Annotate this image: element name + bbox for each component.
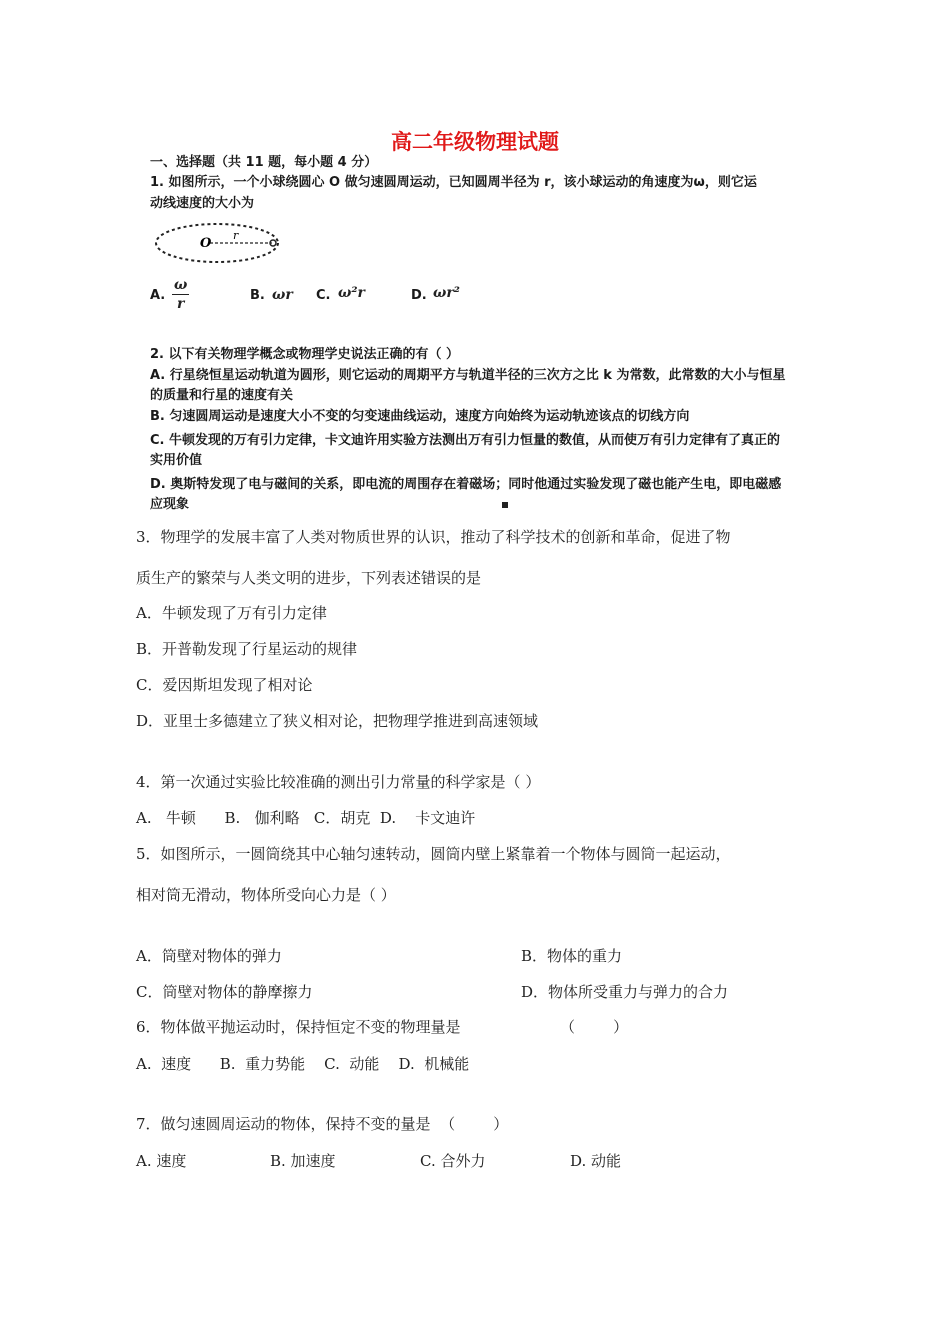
q2-option-a-line1: A. 行星绕恒星运动轨道为圆形，则它运动的周期平方与轨道半径的三次方之比 k 为常数，此常数的大小与恒星 xyxy=(150,368,786,383)
section-heading: 一、选择题（共 11 题，每小题 4 分） xyxy=(150,155,378,170)
q3-line2: 质生产的繁荣与人类文明的进步，下列表述错误的是 xyxy=(136,569,482,587)
q5-option-c: C．筒壁对物体的静摩擦力 xyxy=(136,983,313,1001)
q1-option-b-expr: ωr xyxy=(272,287,293,303)
q1-option-c-label: C. xyxy=(316,288,331,303)
q1-option-d-expr: ωr² xyxy=(433,285,460,301)
q1-option-d-label: D. xyxy=(411,288,427,303)
q7-option-b: B. 加速度 xyxy=(270,1152,336,1170)
q2-option-b: B. 匀速圆周运动是速度大小不变的匀变速曲线运动，速度方向始终为运动轨迹该点的切线方向 xyxy=(150,409,690,424)
q5-option-a: A．筒壁对物体的弹力 xyxy=(136,947,282,965)
q2-option-c-line2: 实用价值 xyxy=(150,453,203,468)
q1-option-a-fraction xyxy=(172,276,189,313)
q2-option-c-line1: C. 牛顿发现的万有引力定律，卡文迪许用实验方法测出万有引力恒量的数值，从而使万有引力定律有了真正的 xyxy=(150,433,781,448)
q2-stem: 2. 以下有关物理学概念或物理学史说法正确的有（ ） xyxy=(150,347,460,362)
q5-option-b: B．物体的重力 xyxy=(521,947,623,965)
q6-answer-paren: （ ） xyxy=(560,1018,629,1036)
q3-option-d: D．亚里士多德建立了狭义相对论，把物理学推进到高速领域 xyxy=(136,712,539,730)
q3-option-b: B．开普勒发现了行星运动的规律 xyxy=(136,640,358,658)
q7-option-c: C. 合外力 xyxy=(420,1152,486,1170)
q1-option-c-expr: ω²r xyxy=(338,285,365,301)
q3-line1: 3．物理学的发展丰富了人类对物质世界的认识，推动了科学技术的创新和革命，促进了物 xyxy=(136,528,731,546)
q2-option-d-line1: D. 奥斯特发现了电与磁间的关系，即电流的周围存在着磁场；同时他通过实验发现了磁也能产生电，即电磁感 xyxy=(150,477,782,492)
q3-option-a: A．牛顿发现了万有引力定律 xyxy=(136,604,327,622)
radius-label: r xyxy=(233,229,239,242)
q6-stem: 6．物体做平抛运动时，保持恒定不变的物理量是 xyxy=(136,1018,461,1036)
q1-option-b-label: B. xyxy=(250,288,265,303)
q1-circle-figure xyxy=(150,220,290,270)
scan-dot-mark xyxy=(502,502,508,508)
q1-option-a-label: A. xyxy=(150,288,166,303)
fraction-denominator: r xyxy=(176,296,185,313)
q1-line2: 动线速度的大小为 xyxy=(150,196,255,211)
q2-option-a-line2: 的质量和行星的速度有关 xyxy=(150,388,294,403)
q4-options: A. 牛顿 B. 伽利略 C．胡克 D. 卡文迪许 xyxy=(136,809,476,827)
q3-option-c: C．爱因斯坦发现了相对论 xyxy=(136,676,313,694)
exam-title: 高二年级物理试题 xyxy=(391,130,559,154)
q1-line1: 1. 如图所示，一个小球绕圆心 O 做匀速圆周运动，已知圆周半径为 r，该小球运动的角速度为ω，则它运 xyxy=(150,175,757,190)
q6-options: A. 速度 B. 重力势能 C. 动能 D. 机械能 xyxy=(136,1055,470,1073)
q5-line2: 相对筒无滑动，物体所受向心力是（ ） xyxy=(136,886,396,904)
q5-option-d: D．物体所受重力与弹力的合力 xyxy=(521,983,729,1001)
q4-stem: 4．第一次通过实验比较准确的测出引力常量的科学家是（ ） xyxy=(136,773,541,791)
q2-option-d-line2: 应现象 xyxy=(150,497,190,512)
q5-line1: 5．如图所示，一圆筒绕其中心轴匀速转动，圆筒内壁上紧靠着一个物体与圆筒一起运动， xyxy=(136,845,731,863)
q7-stem: 7．做匀速圆周运动的物体，保持不变的量是 （ ） xyxy=(136,1115,509,1133)
center-label: O xyxy=(200,236,212,251)
q7-option-a: A. 速度 xyxy=(136,1152,187,1170)
q7-option-d: D. 动能 xyxy=(570,1152,622,1170)
fraction-numerator: ω xyxy=(172,276,189,295)
